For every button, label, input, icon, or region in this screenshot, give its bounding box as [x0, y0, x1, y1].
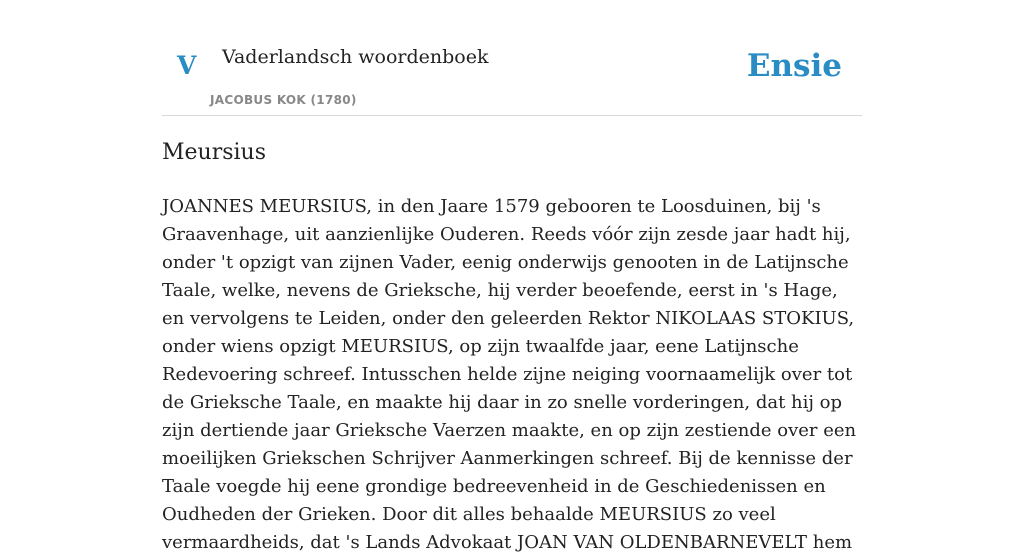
header	[162, 0, 862, 116]
entry-text: JOANNES MEURSIUS, in den Jaare 1579 gebooren te Loosduinen, bij 's Graavenhage, uit aanzienlijke Ouderen. Reeds vóór zijn zesde jaar hadt hij, onder 't opzigt van zijnen Vader, eenig onderwijs genooten in de Latijnsche Taale, welke, nevens de Grieksche, hij verder beoefende, eerst in 's Hage, en vervolgens te Leiden, onder den geleerden Rektor NIKOLAAS STOKIUS, onder wiens opzigt MEURSIUS, op zijn twaalfde jaar, eene Latijnsche Redevoering schreef. Intusschen helde zijne neiging voornaamelijk over tot de Grieksche Taale, en maakte hij daar in zo snelle vorderingen, dat hij op zijn dertiende jaar Grieksche Vaerzen maakte, en op zijn zestiende over een moeilijken Griekschen Schrijver Aanmerkingen schreef. Bij de kennisse der Taale voegde hij eene grondige bedreevenheid in de Geschiedenissen en Oudheden der Grieken. Door dit alles behaalde MEURSIUS zo veel vermaardheids, dat 's Lands Advokaat JOAN VAN OLDENBARNEVELT hem	[162, 196, 857, 553]
book-title[interactable]: Vaderlandsch woordenboek	[222, 46, 489, 68]
entry-title: Meursius	[162, 140, 267, 165]
brand-logo[interactable]: Ensie	[746, 48, 842, 84]
book-author: JACOBUS KOK (1780)	[210, 93, 357, 107]
book-logo-letter[interactable]: V	[177, 51, 197, 80]
